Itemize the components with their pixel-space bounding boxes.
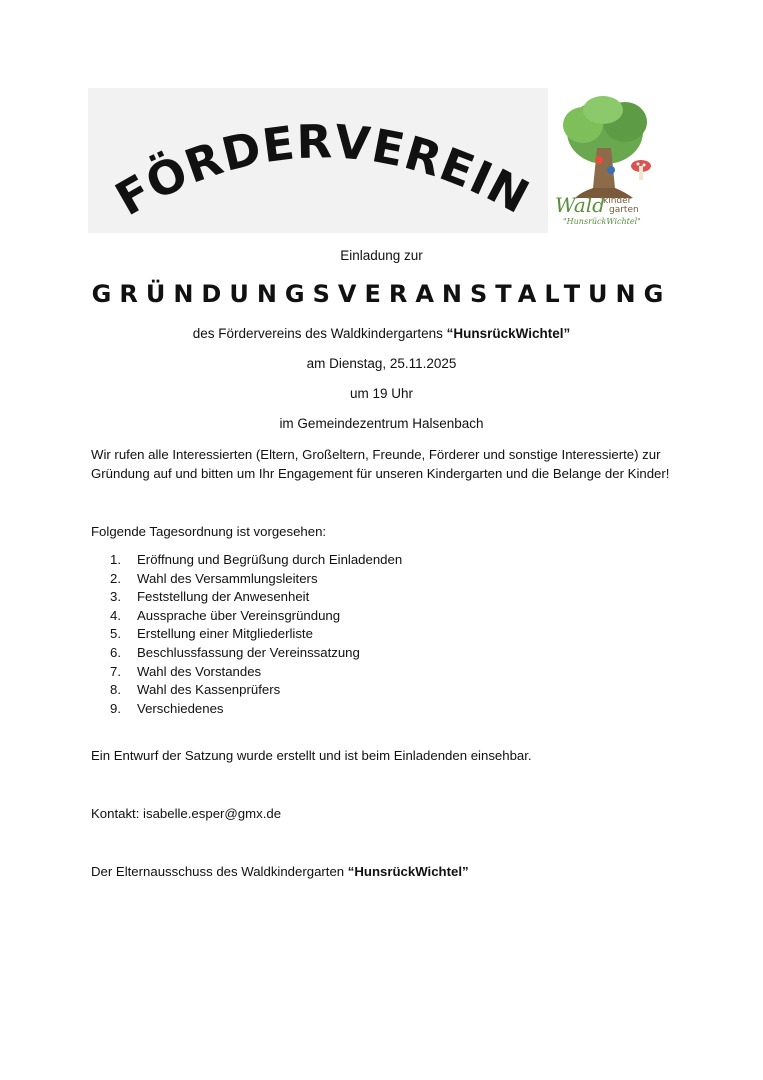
page-title: GRÜNDUNGSVERANSTALTUNG	[91, 280, 672, 308]
agenda-text: Wahl des Versammlungsleiters	[137, 570, 318, 586]
logo-garten-text: garten	[609, 205, 639, 215]
subtitle-name: “HunsrückWichtel”	[446, 326, 571, 341]
signature-line	[91, 862, 681, 881]
call-paragraph	[91, 445, 681, 483]
draft-note: Ein Entwurf der Satzung wurde erstellt und ist beim Einladenden einsehbar.	[91, 748, 532, 763]
agenda-text: Eröffnung und Begrüßung durch Einladenden	[137, 552, 403, 567]
foerderverein-banner	[88, 88, 548, 233]
list-item	[110, 625, 402, 644]
event-time: um 19 Uhr	[349, 386, 414, 401]
list-item	[110, 700, 402, 719]
agenda-text: Aussprache über Vereinsgründung	[137, 607, 341, 623]
call-line-2: Gründung auf und bitten um Ihr Engagement für unseren Kindergarten und die Belange der Kinder!	[91, 466, 670, 481]
agenda-number: 7.	[110, 663, 121, 679]
subtitle-prefix: des Fördervereins des Waldkindergartens	[192, 326, 447, 341]
contact-line: Kontakt: isabelle.esper@gmx.de	[91, 806, 282, 821]
signature-name: “HunsrückWichtel”	[347, 864, 469, 879]
call-line-1: Wir rufen alle Interessierten (Eltern, Großeltern, Freunde, Förderer und sonstige Interessierte) zur	[91, 447, 661, 462]
agenda-text: Erstellung einer Mitgliederliste	[137, 626, 313, 642]
agenda-text: Feststellung der Anwesenheit	[137, 589, 310, 605]
agenda-number: 6.	[110, 644, 121, 660]
agenda-number: 4.	[110, 607, 121, 623]
agenda-text: Beschlussfassung der Vereinssatzung	[137, 644, 360, 660]
agenda-number: 9.	[110, 700, 121, 716]
kindergarten-logo	[553, 90, 663, 230]
agenda-intro: Folgende Tagesordnung ist vorgesehen:	[91, 524, 327, 539]
agenda-number: 8.	[110, 682, 121, 698]
invitation-intro: Einladung zur	[340, 248, 423, 263]
list-item	[110, 644, 402, 663]
agenda-text: Wahl des Kassenprüfers	[137, 682, 281, 698]
agenda-list	[110, 551, 402, 718]
agenda-number: 1.	[110, 552, 121, 567]
list-item	[110, 681, 402, 700]
banner-text: FÖRDERVEREIN	[106, 114, 539, 227]
agenda-number: 3.	[110, 589, 121, 605]
agenda-text: Wahl des Vorstandes	[137, 663, 262, 679]
svg-text:FÖRDERVEREIN	[106, 114, 538, 226]
invitation-subtitle	[0, 326, 763, 341]
event-place: im Gemeindezentrum Halsenbach	[279, 416, 484, 431]
list-item	[110, 551, 402, 570]
list-item	[110, 570, 402, 589]
logo-hunsrueckwichtel-text: "HunsrückWichtel"	[563, 217, 641, 226]
list-item	[110, 607, 402, 626]
agenda-number: 2.	[110, 570, 121, 586]
agenda-number: 5.	[110, 626, 121, 642]
logo-kinder-text: kinder	[603, 196, 632, 206]
agenda-text: Verschiedenes	[137, 700, 224, 716]
event-date: am Dienstag, 25.11.2025	[306, 356, 457, 371]
list-item	[110, 663, 402, 682]
logo-wald-text: Wald	[555, 193, 605, 217]
list-item	[110, 588, 402, 607]
signature-prefix: Der Elternausschuss des Waldkindergarten	[91, 864, 348, 879]
